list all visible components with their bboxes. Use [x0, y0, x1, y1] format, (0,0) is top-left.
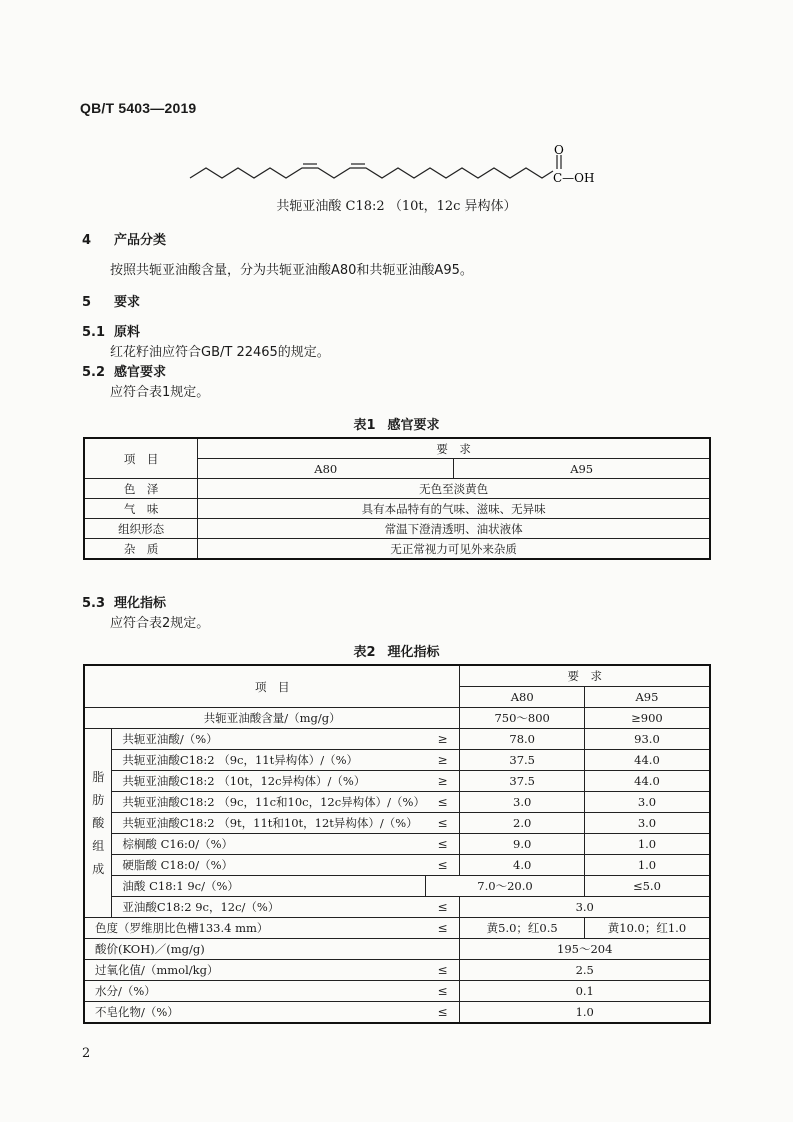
t2-unsaponifiable-item: 不皂化物/（%） — [84, 1002, 426, 1024]
t1-item: 杂 质 — [84, 539, 198, 560]
t2-operator: ≤ — [426, 834, 460, 855]
t2-a80: 3.0 — [460, 792, 584, 813]
t2-acid-value-item: 酸价(KOH)／(mg/g) — [84, 939, 460, 960]
t2-operator: ≥ — [426, 729, 460, 750]
table-row — [84, 499, 710, 519]
t2-operator: ≤ — [426, 813, 460, 834]
table-row — [84, 918, 710, 939]
t2-item: 共轭亚油酸C18:2 （9t，11t和10t，12t异构体）/（%） — [112, 813, 426, 834]
table-row — [84, 519, 710, 539]
section-4-text: 按照共轭亚油酸含量，分为共轭亚油酸A80和共轭亚油酸A95。 — [110, 263, 473, 278]
t2-item: 共轭亚油酸C18:2 （10t，12c异构体）/（%） — [112, 771, 426, 792]
table-row — [84, 834, 710, 855]
t2-header-requirement: 要 求 — [460, 665, 710, 687]
table-row — [84, 771, 710, 792]
table-row — [84, 897, 710, 918]
t1-value: 具有本品特有的气味、滋味、无异味 — [198, 499, 710, 519]
t2-linoleic-item: 亚油酸C18:2 9c，12c/（%） — [112, 897, 426, 918]
oxygen-label: O — [554, 145, 564, 157]
section-5-3-text: 应符合表2规定。 — [110, 616, 210, 631]
table-row — [84, 1002, 710, 1024]
t2-operator: ≤ — [426, 918, 460, 939]
page-number: 2 — [82, 1046, 91, 1061]
t2-oleic-a80: 7.0～20.0 — [426, 876, 585, 897]
t2-a95: 1.0 — [584, 855, 710, 876]
t1-item: 气 味 — [84, 499, 198, 519]
t2-moisture-value: 0.1 — [460, 981, 710, 1002]
t2-a80: 37.5 — [460, 750, 584, 771]
t2-linoleic-value: 3.0 — [460, 897, 710, 918]
table-2-caption: 表2 理化指标 — [353, 645, 440, 660]
t2-peroxide-value: 2.5 — [460, 960, 710, 981]
t2-a95: 3.0 — [584, 792, 710, 813]
table-1-caption: 表1 感官要求 — [353, 418, 440, 433]
table-row — [84, 939, 710, 960]
t1-header-a95: A95 — [454, 459, 710, 479]
t2-color-item: 色度（罗维朋比色槽133.4 mm） — [84, 918, 426, 939]
t2-item: 共轭亚油酸/（%） — [112, 729, 426, 750]
table-row — [84, 981, 710, 1002]
t2-operator: ≤ — [426, 960, 460, 981]
section-4-heading: 4 产品分类 — [82, 233, 167, 248]
t1-value: 常温下澄清透明、油状液体 — [198, 519, 710, 539]
t2-acid-value: 195～204 — [460, 939, 710, 960]
table-row — [84, 792, 710, 813]
t2-operator: ≤ — [426, 1002, 460, 1024]
t2-header-item: 项 目 — [84, 665, 460, 708]
table-row — [84, 750, 710, 771]
t2-header-a80: A80 — [460, 687, 584, 708]
t2-operator: ≤ — [426, 792, 460, 813]
t2-operator: ≥ — [426, 771, 460, 792]
t2-a95: 3.0 — [584, 813, 710, 834]
table-row — [84, 479, 710, 499]
t2-operator: ≥ — [426, 750, 460, 771]
section-5-1-heading: 5.1 原料 — [82, 325, 141, 340]
t2-a95: 93.0 — [584, 729, 710, 750]
table-row — [84, 539, 710, 560]
t2-cla-content-item: 共轭亚油酸含量/（mg/g） — [84, 708, 460, 729]
section-5-2-text: 应符合表1规定。 — [110, 385, 210, 400]
table-row — [84, 855, 710, 876]
t2-item: 共轭亚油酸C18:2 （9c，11c和10c，12c异构体）/（%） — [112, 792, 426, 813]
t1-header-a80: A80 — [198, 459, 454, 479]
table-row — [84, 813, 710, 834]
section-5-heading: 5 要求 — [82, 295, 141, 310]
t2-a80: 2.0 — [460, 813, 584, 834]
t2-oleic-item: 油酸 C18:1 9c/（%） — [112, 876, 426, 897]
t2-item: 棕榈酸 C16:0/（%） — [112, 834, 426, 855]
t2-cla-content-a95: ≥900 — [584, 708, 710, 729]
t2-oleic-a95: ≤5.0 — [584, 876, 710, 897]
t2-a80: 78.0 — [460, 729, 584, 750]
table-row — [84, 876, 710, 897]
chemical-structure-diagram — [0, 145, 793, 195]
t2-peroxide-item: 过氧化值/（mmol/kg） — [84, 960, 426, 981]
t2-a95: 44.0 — [584, 771, 710, 792]
table-row — [84, 729, 710, 750]
structure-caption: 共轭亚油酸 C18:2 （10t，12c 异构体） — [276, 199, 517, 214]
physicochemical-indicators-table — [83, 664, 711, 1024]
t2-a80: 4.0 — [460, 855, 584, 876]
t2-operator: ≤ — [426, 981, 460, 1002]
t2-moisture-item: 水分/（%） — [84, 981, 426, 1002]
t2-a95: 44.0 — [584, 750, 710, 771]
fatty-acid-label-text: 脂肪酸组成 — [92, 769, 105, 876]
t2-item: 硬脂酸 C18:0/（%） — [112, 855, 426, 876]
t2-color-a95: 黄10.0；红1.0 — [584, 918, 710, 939]
t2-header-a95: A95 — [584, 687, 710, 708]
t2-fatty-acid-group-label — [84, 729, 112, 918]
t1-item: 组织形态 — [84, 519, 198, 539]
t2-operator: ≤ — [426, 855, 460, 876]
sensory-requirements-table — [83, 437, 711, 560]
section-5-2-heading: 5.2 感官要求 — [82, 365, 167, 380]
t1-item: 色 泽 — [84, 479, 198, 499]
t2-a95: 1.0 — [584, 834, 710, 855]
section-5-1-text: 红花籽油应符合GB/T 22465的规定。 — [110, 345, 330, 360]
t2-cla-content-a80: 750～800 — [460, 708, 584, 729]
t2-a80: 9.0 — [460, 834, 584, 855]
table-row — [84, 960, 710, 981]
t2-a80: 37.5 — [460, 771, 584, 792]
section-5-3-heading: 5.3 理化指标 — [82, 596, 167, 611]
t2-operator: ≤ — [426, 897, 460, 918]
t2-item: 共轭亚油酸C18:2 （9c，11t异构体）/（%） — [112, 750, 426, 771]
t1-header-item: 项 目 — [84, 438, 198, 479]
t2-unsaponifiable-value: 1.0 — [460, 1002, 710, 1024]
standard-code: QB/T 5403—2019 — [80, 100, 197, 116]
t1-value: 无色至淡黄色 — [198, 479, 710, 499]
t2-color-a80: 黄5.0；红0.5 — [460, 918, 584, 939]
table-row — [84, 708, 710, 729]
t1-value: 无正常视力可见外来杂质 — [198, 539, 710, 560]
t1-header-requirement: 要 求 — [198, 438, 710, 459]
acid-group-label: C—OH — [553, 171, 595, 185]
carbon-chain — [190, 168, 553, 178]
